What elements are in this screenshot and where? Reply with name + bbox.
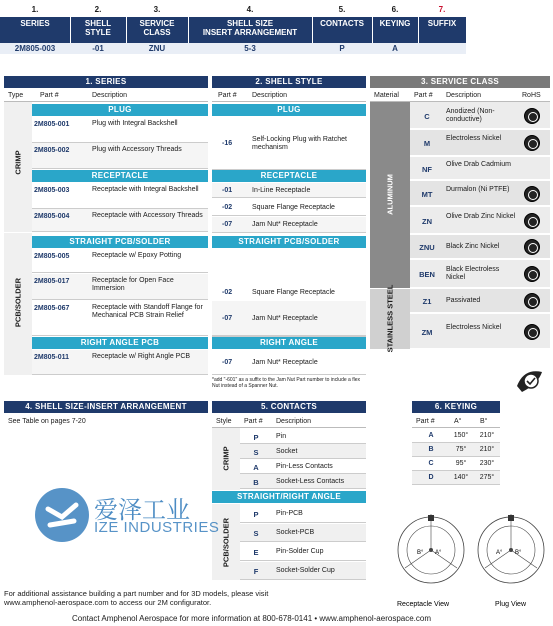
shell-receptacle-header: RECEPTACLE [212,170,366,182]
service-col-material: Material [374,92,399,99]
receptacle-b-label: B° [417,550,424,556]
rohs-compliant-icon [524,324,540,340]
keying-a-angle: 150° [453,432,469,439]
service-part-number: M [423,139,431,148]
series-part-number: 2M805-003 [34,187,70,194]
service-description: Olive Drab Zinc Nickel [446,212,516,220]
keying-a-angle: 140° [453,474,469,481]
contact-part-number: P [253,510,259,519]
shell-col-desc: Description [252,92,288,99]
builder-step-number: 4. [246,5,254,14]
shell-part-number: -07 [222,221,233,228]
keying-col-a: A° [454,418,462,425]
series-receptacle-header: RECEPTACLE [32,170,208,182]
series-part-number: 2M805-005 [34,253,70,260]
shell-part-number: -07 [222,358,233,366]
footer-line1: For additional assistance building a part number and for 3D models, please visit [4,589,269,598]
contact-description: Pin-Solder Cup [276,548,324,555]
watermark-cn: 爱泽工业 [94,496,190,524]
builder-step-number: 5. [338,5,346,14]
contact-part-number: E [253,548,259,557]
service-col-part: Part # [414,92,433,99]
service-col-desc: Description [446,92,482,99]
shell-straight-header: STRAIGHT PCB/SOLDER [212,236,366,248]
builder-value: P [339,44,345,53]
series-part-number: 2M805-011 [34,354,70,361]
keying-diagram [393,500,553,610]
shell-plug-header: PLUG [212,104,366,116]
shell-description: Square Flange Receptacle [252,203,335,211]
series-plug-header: PLUG [32,104,208,116]
keying-a-angle: 95° [455,460,467,467]
shell-description: Jam Nut* Receptacle [252,358,318,366]
builder-heading: CONTACTS [320,19,364,28]
service-description: Electroless Nickel [446,323,502,331]
rohs-compliant-icon [524,108,540,124]
builder-step-number: 6. [391,5,399,14]
builder-value: 2M805-003 [14,44,56,53]
receptacle-a-label: A° [435,550,442,556]
footer-line2: www.amphenol-aerospace.com to access our 2M configurator. [4,598,212,607]
keying-a-angle: 75° [455,446,467,453]
service-title: 3. SERVICE CLASS [370,76,550,88]
size-title: 4. SHELL SIZE-INSERT ARRANGEMENT [4,401,208,413]
shell-part-number: -02 [222,289,233,296]
receptacle-view-label: Receptacle View [397,601,450,608]
builder-step-number: 3. [153,5,161,14]
contact-part-number: S [253,529,259,538]
contacts-col-desc: Description [276,418,312,425]
series-description: Receptacle w/ Right Angle PCB [92,353,191,360]
keying-part-number: D [428,474,434,481]
keying-col-b: B° [480,418,488,425]
plug-a-label: A° [496,550,503,556]
shell-description: Self-Locking Plug with Ratchet mechanism [252,135,347,151]
contact-description: Pin [276,432,287,440]
keying-b-angle: 275° [479,474,495,481]
series-description: Plug with Accessory Threads [92,146,182,153]
plug-view-label: Plug View [495,601,527,608]
contact-part-number: F [253,567,259,576]
keying-part-number: A [428,432,434,439]
rohs-compliant-icon [524,186,540,202]
rohs-logo-icon [514,366,548,396]
builder-value: ZNU [148,44,166,53]
builder-value: -01 [92,44,104,53]
series-col-part: Part # [40,92,59,99]
series-description: Receptacle with Integral Backshell [92,186,199,193]
service-description: Passivated [446,297,481,304]
shell-col-part: Part # [218,92,237,99]
contact-description: Pin-Less Contacts [276,462,333,470]
series-pcb-label: PCB/SOLDER [13,277,23,328]
builder-value: 5-3 [244,44,256,53]
series-straight-header: STRAIGHT PCB/SOLDER [32,236,208,248]
keying-part-number: B [428,446,434,453]
series-description: Receptacle with Accessory Threads [92,212,203,219]
service-part-number: ZM [421,327,433,337]
builder-value: A [392,44,398,53]
series-right-header: RIGHT ANGLE PCB [32,337,208,349]
builder-step-number: 7. [438,5,446,14]
keying-b-angle: 210° [479,432,495,439]
keying-b-angle: 230° [479,460,495,467]
series-col-type: Type [8,92,24,99]
shell-title: 2. SHELL STYLE [212,76,366,88]
contacts-pcb-label: PCB/SOLDER [221,517,231,568]
ize-logo-icon [34,487,90,543]
service-description: Durmalon (Ni PTFE) [446,185,510,193]
builder-heading: SERIES [20,19,50,28]
service-part-number: MT [421,189,433,199]
series-part-number: 2M805-004 [34,213,70,220]
receptacle-view-drawing [398,514,464,583]
shell-description: Square Flange Receptacle [252,289,335,296]
contact-part-number: P [253,432,259,442]
shell-part-number: -16 [222,139,233,147]
service-stainless-label: STAINLESS STEEL [385,284,395,353]
plug-view-drawing [478,514,544,583]
series-part-number: 2M805-017 [34,278,70,285]
keying-title: 6. KEYING [412,401,500,413]
series-description: Receptacle with Standoff Flange for Mechanical PCB Strain Relief [92,304,203,319]
shell-part-number: -02 [222,203,233,211]
builder-heading: SHELL SIZE INSERT ARRANGEMENT [202,19,298,37]
rohs-compliant-icon [524,239,540,255]
contact-part-number: B [253,477,259,487]
contacts-col-style: Style [216,418,232,425]
service-description: Black Zinc Nickel [446,243,500,250]
contact-description: Pin-PCB [276,510,303,517]
series-title: 1. SERIES [4,76,208,88]
contact-description: Socket [276,447,298,455]
service-part-number: ZN [422,216,432,226]
series-part-number: 2M805-002 [34,147,70,154]
contact-description: Socket-Less Contacts [276,477,345,485]
shell-part-number: -07 [222,314,233,322]
service-aluminum-label: ALUMINUM [385,174,395,215]
rohs-compliant-icon [524,213,540,229]
contact-part-number: A [253,462,259,472]
builder-step-number: 2. [94,5,102,14]
size-text: See Table on pages 7-20 [8,418,86,425]
series-description: Receptacle for Open Face Immersion [92,277,174,292]
series-crimp-label: CRIMP [13,150,23,175]
rohs-compliant-icon [524,293,540,309]
builder-step-number: 1. [31,5,39,14]
builder-heading: KEYING [379,19,411,28]
service-description: Anodized (Non-conductive) [446,107,495,123]
service-description: Black Electroless Nickel [446,266,500,281]
contacts-col-part: Part # [244,418,263,425]
rohs-compliant-icon [524,135,540,151]
shell-part-number: -01 [222,186,233,194]
contact-description: Socket-Solder Cup [276,567,335,574]
shell-description: Jam Nut* Receptacle [252,314,318,322]
service-part-number: NF [422,164,432,174]
service-description: Olive Drab Cadmium [446,160,511,168]
plug-b-label: B° [515,550,522,556]
series-description: Receptacle w/ Epoxy Potting [92,252,182,259]
series-part-number: 2M805-001 [34,121,70,128]
contact-description: Socket-PCB [276,529,315,536]
series-col-desc: Description [92,92,128,99]
contact-part-number: S [253,447,259,457]
keying-part-number: C [428,460,434,467]
builder-heading: SUFFIX [427,19,457,28]
builder-heading: SHELL STYLE [84,19,112,37]
watermark-en: IZE INDUSTRIES [94,519,220,536]
shell-description: Jam Nut* Receptacle [252,221,318,228]
service-part-number: BEN [419,270,435,279]
service-col-rohs: RoHS [522,92,541,99]
builder-heading: SERVICE CLASS [139,19,175,37]
service-part-number: ZNU [419,243,435,252]
contacts-crimp-label: CRIMP [221,446,231,471]
series-part-number: 2M805-067 [34,305,70,312]
keying-col-part: Part # [416,418,435,425]
service-part-number: C [424,111,430,121]
shell-footnote: *add "-601" as a suffix to the Jam Nut Part number to include a flex Nut instead of a Spanner Nut. [212,377,360,389]
contacts-title: 5. CONTACTS [212,401,366,413]
service-description: Electroless Nickel [446,135,502,142]
keying-b-angle: 210° [479,446,495,453]
series-description: Plug with Integral Backshell [92,120,178,127]
footer-contact: Contact Amphenol Aerospace for more information at 800-678-0141 • www.amphenol-aerospace.com [72,614,431,623]
rohs-compliant-icon [524,266,540,282]
shell-description: In-Line Receptacle [252,186,311,194]
contacts-straight-header: STRAIGHT/RIGHT ANGLE [212,491,366,503]
service-part-number: Z1 [422,297,432,306]
shell-right-header: RIGHT ANGLE [212,337,366,349]
